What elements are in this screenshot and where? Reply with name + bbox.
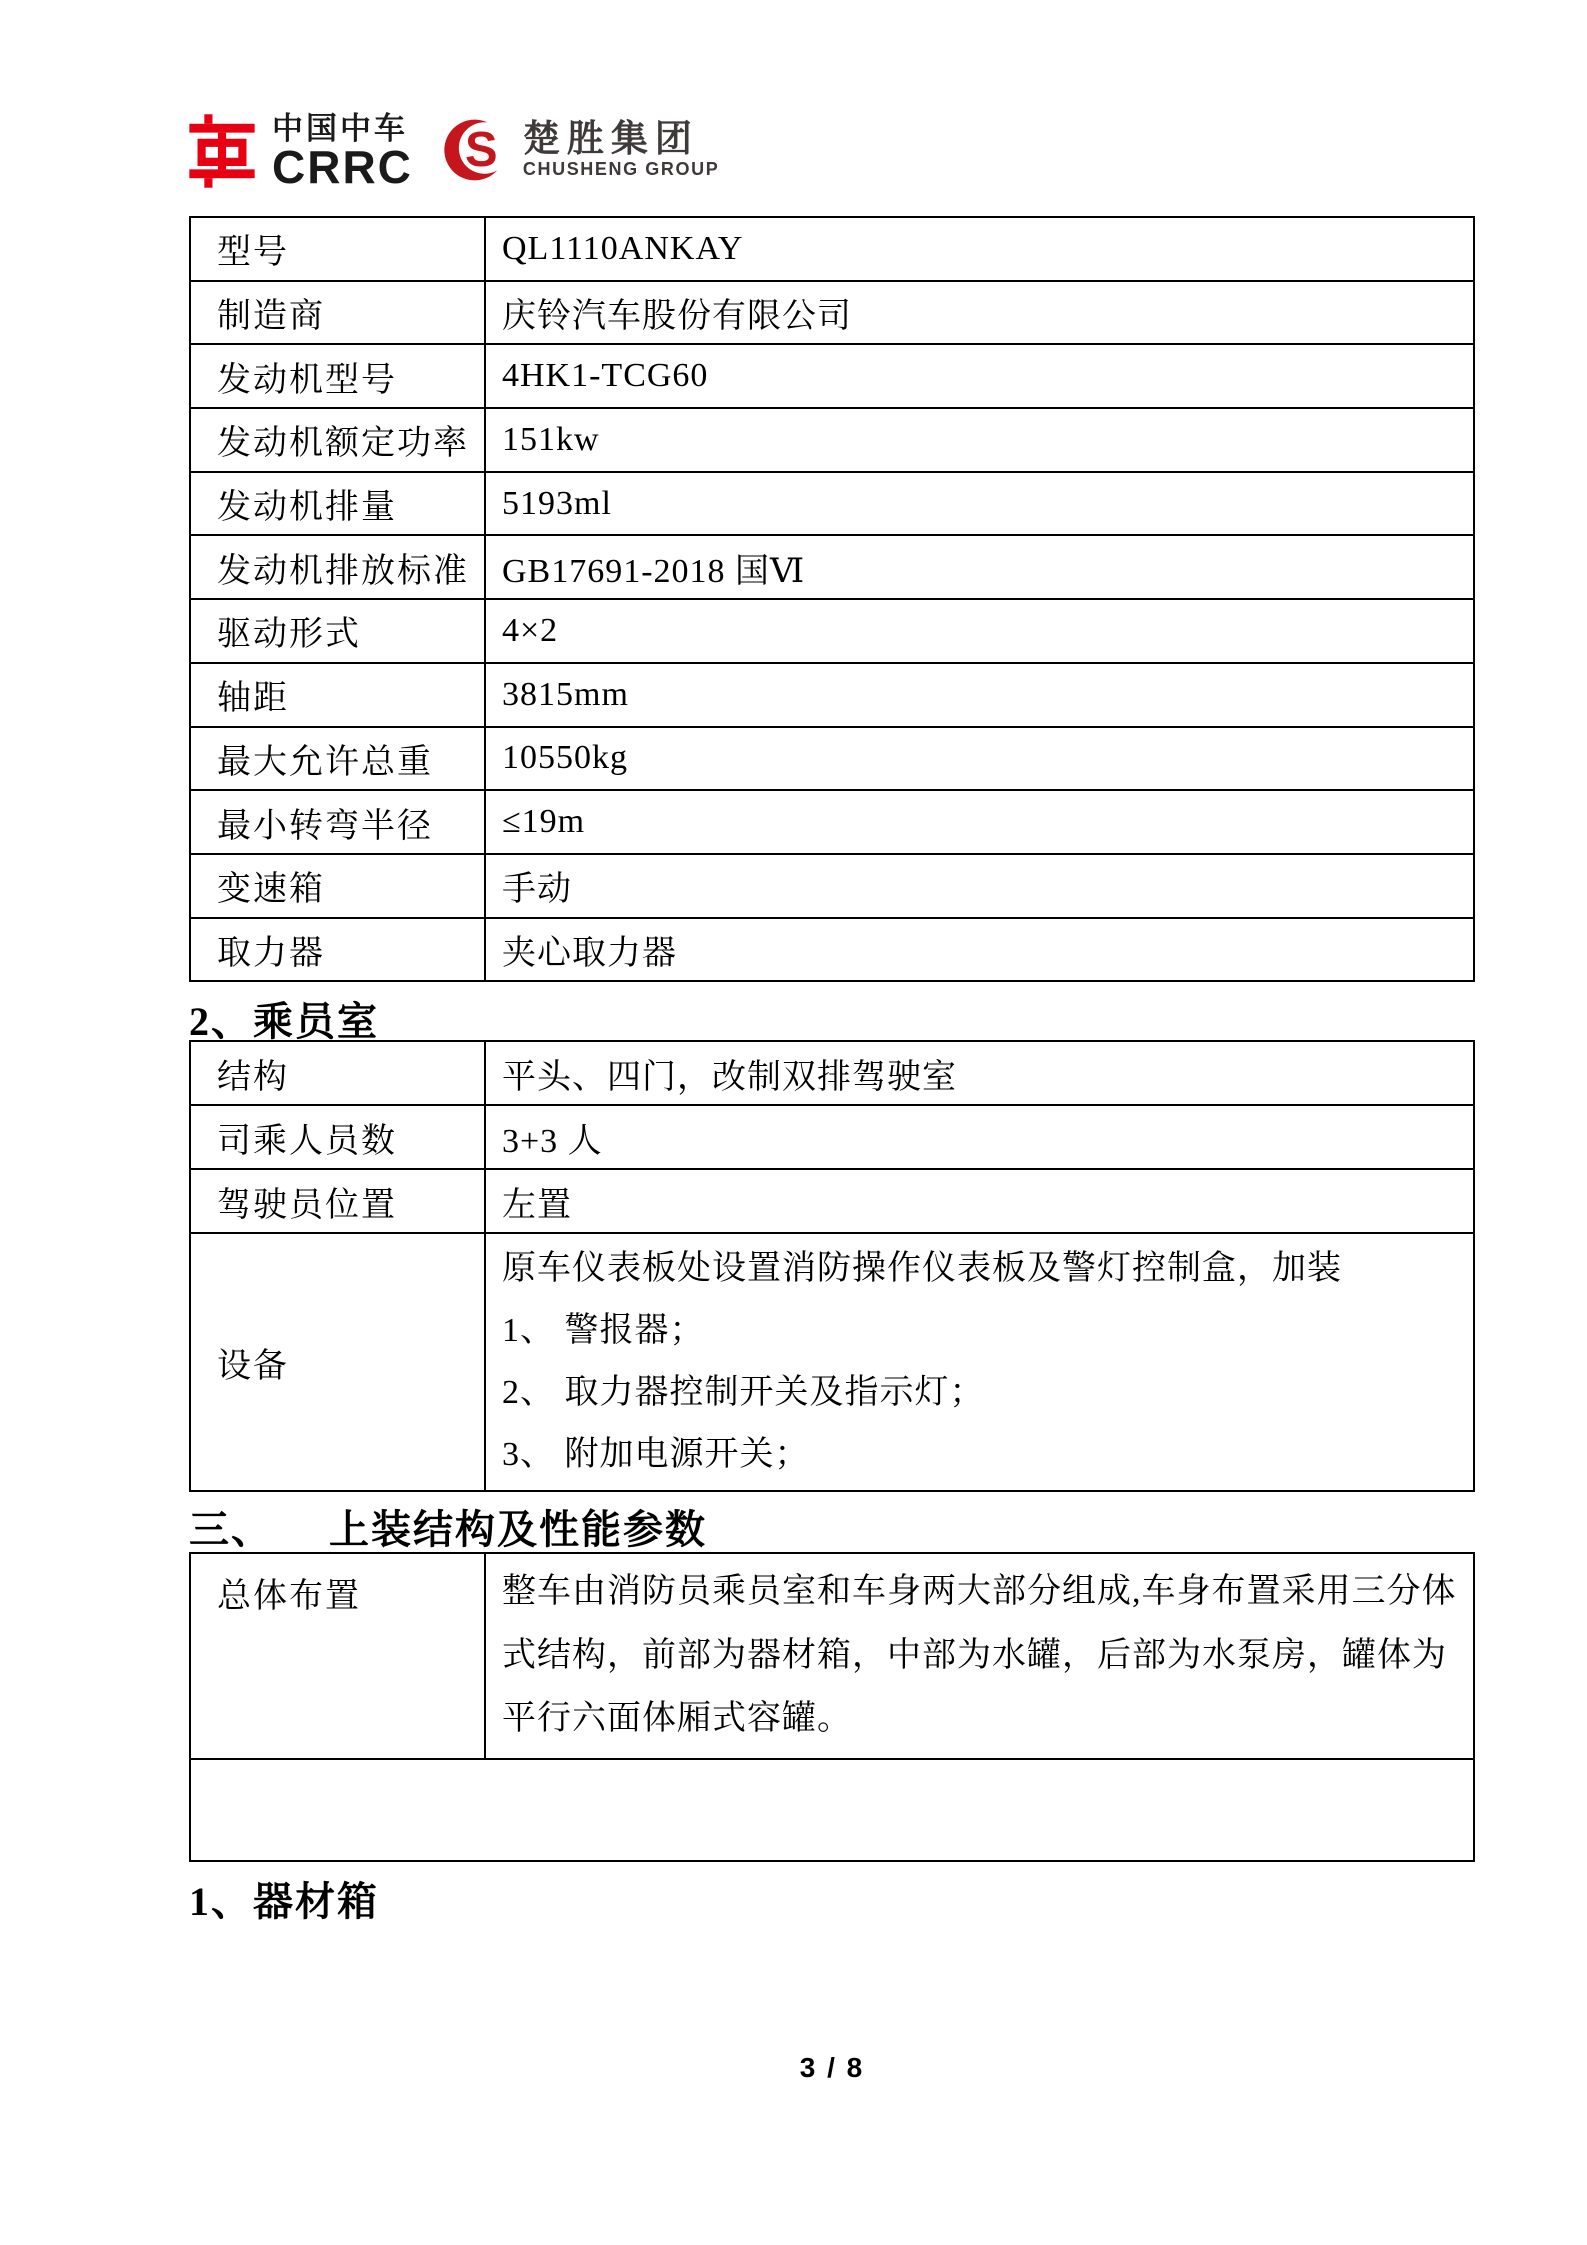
table-row	[190, 472, 1474, 536]
spec-label: 发动机排量	[190, 472, 485, 536]
spec-label: 总体布置	[190, 1553, 485, 1759]
equipment-line: 1、 警报器；	[502, 1312, 705, 1349]
section-heading-equipment-box: 1、器材箱	[189, 1879, 379, 1924]
crrc-logo-text	[272, 111, 413, 193]
table-row	[190, 599, 1474, 663]
table-row	[190, 217, 1474, 281]
superstructure-table	[189, 1552, 1475, 1862]
chassis-spec-table	[189, 216, 1475, 982]
table-row	[190, 344, 1474, 408]
table-row	[190, 1169, 1474, 1233]
spec-value: ≤19m	[485, 790, 1474, 854]
spec-label: 驾驶员位置	[190, 1169, 485, 1233]
header-logos	[188, 108, 719, 198]
cab-spec-table	[189, 1040, 1475, 1492]
equipment-list-cell	[485, 1233, 1474, 1491]
table-row	[190, 281, 1474, 345]
spec-value: 4×2	[485, 599, 1474, 663]
spec-label: 型号	[190, 217, 485, 281]
spec-value: 4HK1-TCG60	[485, 344, 1474, 408]
chusheng-mark-letter: S	[464, 122, 498, 177]
spec-value: 5193ml	[485, 472, 1474, 536]
chusheng-logo-text	[523, 120, 719, 180]
spec-value: 夹心取力器	[485, 918, 1474, 982]
spec-value: GB17691-2018 国Ⅵ	[485, 535, 1474, 599]
spec-label: 司乘人员数	[190, 1105, 485, 1169]
spec-label: 发动机额定功率	[190, 408, 485, 472]
empty-cell	[190, 1759, 1474, 1861]
crrc-logo-cn: 中国中车	[272, 111, 408, 146]
crrc-logo-en: CRRC	[272, 141, 413, 193]
spec-value: 10550kg	[485, 727, 1474, 791]
section-heading-cab: 2、乘员室	[189, 999, 379, 1044]
spec-label: 结构	[190, 1041, 485, 1105]
table-row	[190, 1105, 1474, 1169]
equipment-line: 3、 附加电源开关；	[502, 1436, 810, 1473]
table-row	[190, 854, 1474, 918]
spec-label: 变速箱	[190, 854, 485, 918]
spec-value: 手动	[485, 854, 1474, 918]
section-title: 上装结构及性能参数	[329, 1507, 707, 1552]
table-row	[190, 535, 1474, 599]
table-row	[190, 918, 1474, 982]
section-heading-superstructure	[189, 1498, 707, 1555]
spec-value: 整车由消防员乘员室和车身两大部分组成,车身布置采用三分体式结构，前部为器材箱，中部为水罐，后部为水泵房，罐体为平行六面体厢式容罐。	[485, 1553, 1474, 1759]
spec-value: 平头、四门，改制双排驾驶室	[485, 1041, 1474, 1105]
table-row	[190, 1041, 1474, 1105]
spec-value: 3+3 人	[485, 1105, 1474, 1169]
spec-label: 制造商	[190, 281, 485, 345]
spec-value: QL1110ANKAY	[485, 217, 1474, 281]
equipment-line: 2、 取力器控制开关及指示灯；	[502, 1374, 985, 1411]
spec-label: 取力器	[190, 918, 485, 982]
table-row	[190, 1553, 1474, 1759]
spec-value: 左置	[485, 1169, 1474, 1233]
table-row-equipment	[190, 1233, 1474, 1491]
spec-label: 轴距	[190, 663, 485, 727]
spec-label: 发动机排放标准	[190, 535, 485, 599]
table-row	[190, 727, 1474, 791]
equipment-line: 原车仪表板处设置消防操作仪表板及警灯控制盒，加装	[502, 1250, 1342, 1287]
table-row	[190, 408, 1474, 472]
chusheng-logo-icon	[443, 110, 509, 190]
spec-label: 设备	[190, 1233, 485, 1491]
table-row-empty	[190, 1759, 1474, 1861]
table-row	[190, 663, 1474, 727]
chusheng-logo-cn: 楚胜集团	[522, 118, 699, 159]
spec-value: 庆铃汽车股份有限公司	[485, 281, 1474, 345]
spec-value: 3815mm	[485, 663, 1474, 727]
spec-label: 驱动形式	[190, 599, 485, 663]
spec-label: 最小转弯半径	[190, 790, 485, 854]
spec-value: 151kw	[485, 408, 1474, 472]
spec-label: 发动机型号	[190, 344, 485, 408]
page-number: 3 / 8	[799, 2052, 865, 2083]
table-row	[190, 790, 1474, 854]
chusheng-logo-en: CHUSHENG GROUP	[522, 159, 720, 179]
crrc-logo-icon	[188, 114, 256, 188]
section-number: 三、	[189, 1507, 273, 1552]
spec-label: 最大允许总重	[190, 727, 485, 791]
